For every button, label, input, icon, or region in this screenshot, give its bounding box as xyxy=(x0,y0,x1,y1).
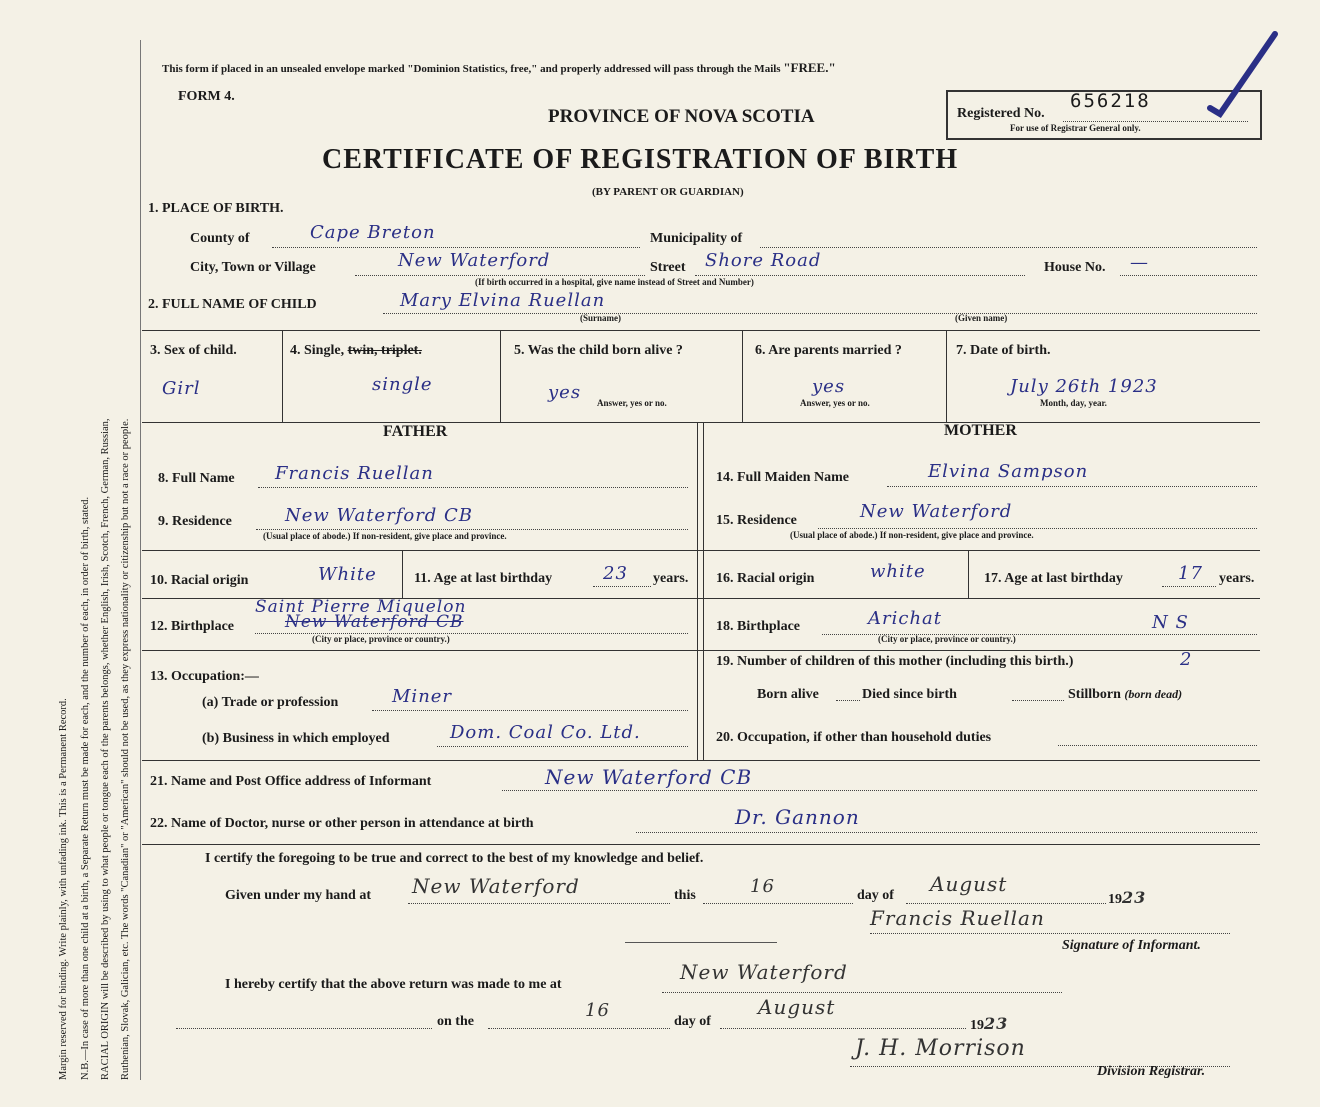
county-label: County of xyxy=(190,231,250,246)
box-rule-6 xyxy=(946,330,947,422)
age-box-rule xyxy=(402,550,403,598)
trade-value: Miner xyxy=(392,686,453,707)
given-this-label: this xyxy=(674,888,696,903)
father-age-value: 23 xyxy=(603,563,628,584)
racial-origin-note: RACIAL ORIGIN will be described by using to what people or tongue each of the parents belongs, whether English, Irish, Scotch, French, German, Russian, xyxy=(100,418,111,1080)
doctor-value: Dr. Gannon xyxy=(735,805,860,829)
mother-residence-value: New Waterford xyxy=(860,501,1013,522)
given-place-value: New Waterford xyxy=(412,874,580,898)
city-value: New Waterford xyxy=(398,250,551,271)
center-double-rule-b xyxy=(703,422,704,760)
mother-birthplace-note: (City or place, province or country.) xyxy=(878,634,1016,644)
registrar-blank-line xyxy=(176,1028,432,1029)
mother-name-value: Elvina Sampson xyxy=(928,461,1089,482)
married-value: yes xyxy=(812,376,846,397)
registrar-signature: J. H. Morrison xyxy=(855,1036,1026,1061)
dob-note: Month, day, year. xyxy=(1040,398,1107,408)
mother-residence-label: 15. Residence xyxy=(716,513,797,528)
street-value: Shore Road xyxy=(705,250,822,271)
municipality-label: Municipality of xyxy=(650,231,743,246)
city-label: City, Town or Village xyxy=(190,260,316,275)
business-value: Dom. Coal Co. Ltd. xyxy=(450,722,641,743)
father-birthplace-struck: New Waterford CB xyxy=(285,612,464,632)
given-day-value: 16 xyxy=(750,876,775,897)
street-label: Street xyxy=(650,260,686,275)
registrar-dayof-label: day of xyxy=(674,1014,711,1029)
registered-note: For use of Registrar General only. xyxy=(1010,123,1141,133)
father-residence-note: (Usual place of abode.) If non-resident, give place and province. xyxy=(263,531,507,541)
certificate-title: CERTIFICATE OF REGISTRATION OF BIRTH xyxy=(322,144,959,175)
registrar-place-line xyxy=(662,992,1062,993)
informant-value: New Waterford CB xyxy=(545,765,753,789)
registrar-statement: I hereby certify that the above return was made to me at xyxy=(225,977,562,992)
mother-birthplace-province: N S xyxy=(1152,612,1189,633)
mother-age-line xyxy=(1162,586,1216,587)
mother-residence-note: (Usual place of abode.) If non-resident, give place and province. xyxy=(790,530,1034,540)
registrar-day-value: 16 xyxy=(585,1000,610,1021)
registrar-day-line xyxy=(488,1028,670,1029)
father-residence-value: New Waterford CB xyxy=(285,505,474,526)
city-line xyxy=(355,275,645,276)
father-race-value: White xyxy=(318,564,377,585)
county-value: Cape Breton xyxy=(310,222,436,243)
registered-label: Registered No. xyxy=(957,106,1045,121)
margin-note: Margin reserved for binding. Write plainly, with unfading ink. This is a Permanent Record. xyxy=(58,698,69,1080)
alive-label: 5. Was the child born alive ? xyxy=(514,343,683,358)
surname-note: (Surname) xyxy=(580,313,621,323)
hospital-note: (If birth occurred in a hospital, give name instead of Street and Number) xyxy=(475,277,754,287)
sex-value: Girl xyxy=(162,378,201,399)
father-heading: FATHER xyxy=(383,423,448,440)
county-line xyxy=(272,247,640,248)
dob-value: July 26th 1923 xyxy=(1010,376,1158,397)
father-birthplace-note: (City or place, province or country.) xyxy=(312,634,450,644)
occupation-label: 13. Occupation:— xyxy=(150,669,259,684)
children-count-label: 19. Number of children of this mother (including this birth.) xyxy=(716,654,1074,669)
check-mark xyxy=(1205,20,1285,120)
mother-race-value: white xyxy=(870,561,926,582)
father-name-line xyxy=(258,487,688,488)
informant-signature-line xyxy=(870,933,1230,934)
trade-line xyxy=(372,710,688,711)
informant-signature: Francis Ruellan xyxy=(870,906,1045,930)
father-residence-line xyxy=(256,529,688,530)
registrar-place-value: New Waterford xyxy=(680,960,848,984)
divider-rule xyxy=(142,550,1260,551)
registrar-signature-label: Division Registrar. xyxy=(1097,1064,1206,1079)
father-age-line xyxy=(593,586,651,587)
doctor-line xyxy=(636,832,1257,833)
house-value: — xyxy=(1130,252,1149,273)
form-number: FORM 4. xyxy=(178,89,235,104)
divider-rule xyxy=(142,650,1260,651)
mother-birthplace-value: Arichat xyxy=(868,608,942,629)
mail-note: This form if placed in an unsealed envelope marked "Dominion Statistics, free," and properly addressed will pass through the Mails "FREE." xyxy=(162,60,836,75)
registrar-year-label: 1923 xyxy=(970,1014,1009,1033)
given-month-line xyxy=(906,903,1106,904)
trade-label: (a) Trade or profession xyxy=(202,695,339,710)
municipality-line xyxy=(760,247,1257,248)
father-name-label: 8. Full Name xyxy=(158,471,235,486)
given-month-value: August xyxy=(930,872,1008,896)
box-rule-5 xyxy=(742,330,743,422)
certify-statement: I certify the foregoing to be true and correct to the best of my knowledge and belief. xyxy=(205,851,704,866)
given-year-label: 1923 xyxy=(1108,888,1147,907)
single-value: single xyxy=(372,374,433,395)
twins-note: N.B.—In case of more than one child at a birth, a Separate Return must be made for each, and the number of each, in order of birth, stated. xyxy=(80,496,91,1080)
registrar-month-value: August xyxy=(758,995,836,1019)
father-residence-label: 9. Residence xyxy=(158,514,232,529)
business-label: (b) Business in which employed xyxy=(202,731,390,746)
born-alive-label: Born alive xyxy=(757,687,819,702)
mother-years-label: years. xyxy=(1219,571,1255,586)
informant-signature-label: Signature of Informant. xyxy=(1062,938,1201,953)
died-label: Died since birth xyxy=(862,687,957,702)
mother-birthplace-label: 18. Birthplace xyxy=(716,619,800,634)
box-rule-4 xyxy=(500,330,501,422)
mother-age-label: 17. Age at last birthday xyxy=(984,571,1123,586)
divider-rule xyxy=(142,760,1260,761)
informant-line xyxy=(502,790,1257,791)
married-label: 6. Are parents married ? xyxy=(755,343,902,358)
mother-residence-line xyxy=(818,528,1257,529)
racial-origin-note-2: Ruthenian, Slovak, Galician, etc. The words "Canadian" or "American" should not be used, as they express nationality or citizenship but not a race or people. xyxy=(120,418,131,1080)
father-name-value: Francis Ruellan xyxy=(275,463,434,484)
mother-name-label: 14. Full Maiden Name xyxy=(716,470,849,485)
mother-race-label: 16. Racial origin xyxy=(716,571,815,586)
children-count-value: 2 xyxy=(1180,649,1193,670)
died-line xyxy=(1012,700,1064,701)
single-label: 4. Single, twin, triplet. xyxy=(290,343,422,358)
certificate-subtitle: (BY PARENT OR GUARDIAN) xyxy=(592,186,744,198)
father-birthplace-value: Saint Pierre Miquelon xyxy=(255,597,467,617)
province-heading: PROVINCE OF NOVA SCOTIA xyxy=(548,106,815,127)
mother-heading: MOTHER xyxy=(944,422,1017,439)
mother-occupation-label: 20. Occupation, if other than household duties xyxy=(716,730,992,745)
given-day-line xyxy=(703,903,853,904)
registrar-on-label: on the xyxy=(437,1014,474,1029)
given-label: Given under my hand at xyxy=(225,888,371,903)
center-double-rule-a xyxy=(697,422,698,760)
married-answer-note: Answer, yes or no. xyxy=(800,398,870,408)
alive-value: yes xyxy=(548,382,582,403)
street-line xyxy=(695,275,1025,276)
stillborn-label: Stillborn (born dead) xyxy=(1068,687,1183,702)
father-birthplace-label: 12. Birthplace xyxy=(150,619,234,634)
short-rule xyxy=(625,942,777,943)
divider-rule xyxy=(142,844,1260,845)
given-place-line xyxy=(408,903,670,904)
born-alive-line xyxy=(836,700,860,701)
box-rule-3 xyxy=(282,330,283,422)
margin-rule xyxy=(140,40,141,1080)
house-line xyxy=(1120,275,1257,276)
given-name-note: (Given name) xyxy=(955,313,1008,323)
house-label: House No. xyxy=(1044,260,1106,275)
mother-occupation-line xyxy=(1058,745,1257,746)
mother-age-value: 17 xyxy=(1178,563,1203,584)
doctor-label: 22. Name of Doctor, nurse or other person in attendance at birth xyxy=(150,816,534,831)
dob-label: 7. Date of birth. xyxy=(956,343,1051,358)
informant-label: 21. Name and Post Office address of Informant xyxy=(150,774,432,789)
given-dayof-label: day of xyxy=(857,888,894,903)
registrar-month-line xyxy=(720,1028,966,1029)
child-name-line xyxy=(383,313,1257,314)
sex-label: 3. Sex of child. xyxy=(150,343,237,358)
father-years-label: years. xyxy=(653,571,689,586)
age-box-rule-m xyxy=(968,550,969,598)
father-race-label: 10. Racial origin xyxy=(150,573,249,588)
place-of-birth-heading: 1. PLACE OF BIRTH. xyxy=(148,201,284,216)
business-line xyxy=(437,746,688,747)
mother-name-line xyxy=(887,486,1257,487)
registered-number: 656218 xyxy=(1070,90,1151,112)
divider-rule xyxy=(142,422,1260,423)
father-age-label: 11. Age at last birthday xyxy=(414,571,553,586)
child-name-label: 2. FULL NAME OF CHILD xyxy=(148,297,317,312)
alive-answer-note: Answer, yes or no. xyxy=(597,398,667,408)
child-name-value: Mary Elvina Ruellan xyxy=(400,290,606,311)
divider-rule xyxy=(142,330,1260,331)
registered-line xyxy=(1063,121,1248,122)
